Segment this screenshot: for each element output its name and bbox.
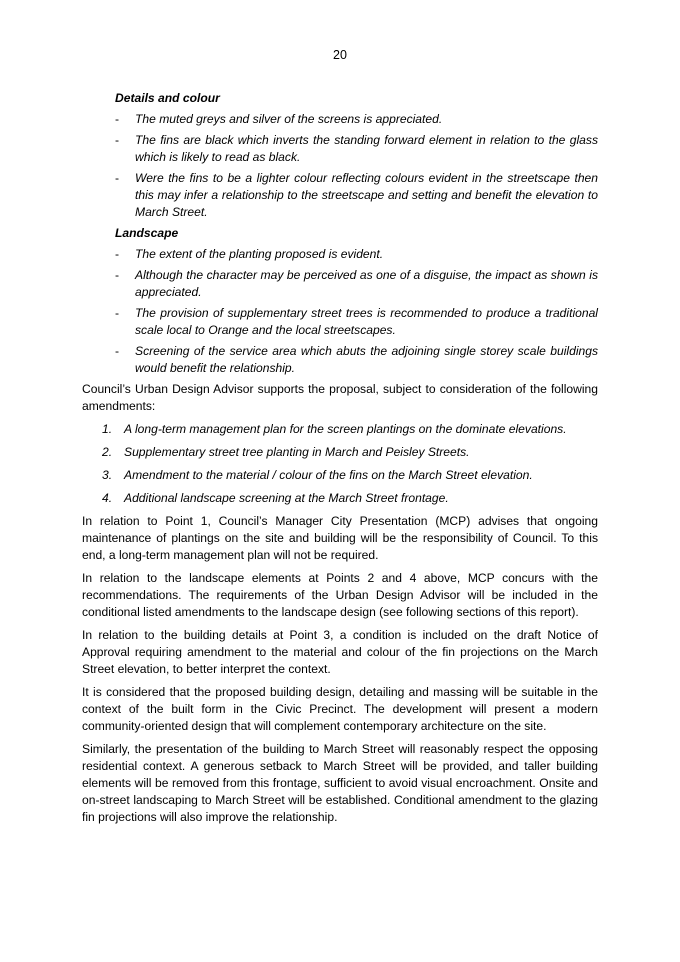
amendment-number: 3. bbox=[102, 468, 113, 482]
bullet-item bbox=[82, 132, 598, 166]
amendment-item bbox=[82, 490, 598, 507]
amendment-number: 4. bbox=[102, 491, 113, 505]
intro-paragraph: Council’s Urban Design Advisor supports the proposal, subject to consideration of the following amendments: bbox=[82, 382, 598, 413]
section-details-and-colour bbox=[82, 90, 598, 221]
bullet-dash: - bbox=[115, 112, 120, 126]
bullet-text: The fins are black which inverts the standing forward element in relation to the glass which is likely to read as black. bbox=[135, 133, 598, 164]
body-paragraph: In relation to Point 1, Council’s Manager City Presentation (MCP) advises that ongoing maintenance of plantings on the site and building will be the responsibility of Council. To this end, a long-term management plan will not be required. bbox=[82, 514, 598, 562]
bullet-dash: - bbox=[115, 268, 120, 282]
bullet-text: Screening of the service area which abuts the adjoining single storey scale buildings would benefit the relationship. bbox=[135, 344, 598, 375]
amendments-list bbox=[82, 421, 598, 507]
body-paragraph: Similarly, the presentation of the building to March Street will reasonably respect the opposing residential context. A generous setback to March Street will be provided, and taller building elements will be removed from this frontage, sufficient to avoid visual encroachment. Onsite and on-street landscaping to March Street will be established. Conditional amendment to the glazing fin projections will also improve the relationship. bbox=[82, 742, 598, 824]
bullet-dash: - bbox=[115, 344, 120, 358]
bullet-text: Were the fins to be a lighter colour reflecting colours evident in the streetscape then this may infer a relationship to the streetscape and setting and benefit the elevation to March Street. bbox=[135, 171, 598, 219]
page-content bbox=[82, 90, 598, 832]
amendment-number: 1. bbox=[102, 422, 113, 436]
bullet-text: The provision of supplementary street trees is recommended to produce a traditional scale local to Orange and the local streetscapes. bbox=[135, 306, 598, 337]
amendment-number: 2. bbox=[102, 445, 113, 459]
amendment-item bbox=[82, 444, 598, 461]
bullet-dash: - bbox=[115, 247, 120, 261]
bullet-item bbox=[82, 343, 598, 377]
body-paragraph: In relation to the building details at Point 3, a condition is included on the draft Notice of Approval requiring amendment to the material and colour of the fin projections on the March Street elevation, to better interpret the context. bbox=[82, 628, 598, 676]
amendment-item bbox=[82, 421, 598, 438]
bullet-item bbox=[82, 305, 598, 339]
bullet-item bbox=[82, 170, 598, 221]
bullet-dash: - bbox=[115, 171, 120, 185]
section-heading: Landscape bbox=[115, 226, 179, 240]
bullet-list bbox=[82, 246, 598, 377]
body-paragraph: In relation to the landscape elements at Points 2 and 4 above, MCP concurs with the recommendations. The requirements of the Urban Design Advisor will be included in the conditional listed amendments to the landscape design (see following sections of this report). bbox=[82, 571, 598, 619]
bullet-text: Although the character may be perceived as one of a disguise, the impact as shown is appreciated. bbox=[135, 268, 598, 299]
section-heading: Details and colour bbox=[115, 91, 220, 105]
bullet-list bbox=[82, 111, 598, 221]
amendment-text: Supplementary street tree planting in March and Peisley Streets. bbox=[124, 445, 470, 459]
bullet-text: The muted greys and silver of the screens is appreciated. bbox=[135, 112, 443, 126]
amendment-text: Additional landscape screening at the March Street frontage. bbox=[124, 491, 449, 505]
page-number: 20 bbox=[333, 48, 347, 62]
amendment-text: A long-term management plan for the screen plantings on the dominate elevations. bbox=[124, 422, 567, 436]
section-landscape bbox=[82, 225, 598, 377]
amendment-text: Amendment to the material / colour of the fins on the March Street elevation. bbox=[124, 468, 533, 482]
bullet-dash: - bbox=[115, 133, 120, 147]
body-paragraph: It is considered that the proposed building design, detailing and massing will be suitable in the context of the built form in the Civic Precinct. The development will present a modern community-oriented design that will complement contemporary architecture on the site. bbox=[82, 685, 598, 733]
bullet-item bbox=[82, 111, 598, 128]
amendment-item bbox=[82, 467, 598, 484]
bullet-dash: - bbox=[115, 306, 120, 320]
bullet-item bbox=[82, 267, 598, 301]
bullet-text: The extent of the planting proposed is evident. bbox=[135, 247, 384, 261]
bullet-item bbox=[82, 246, 598, 263]
